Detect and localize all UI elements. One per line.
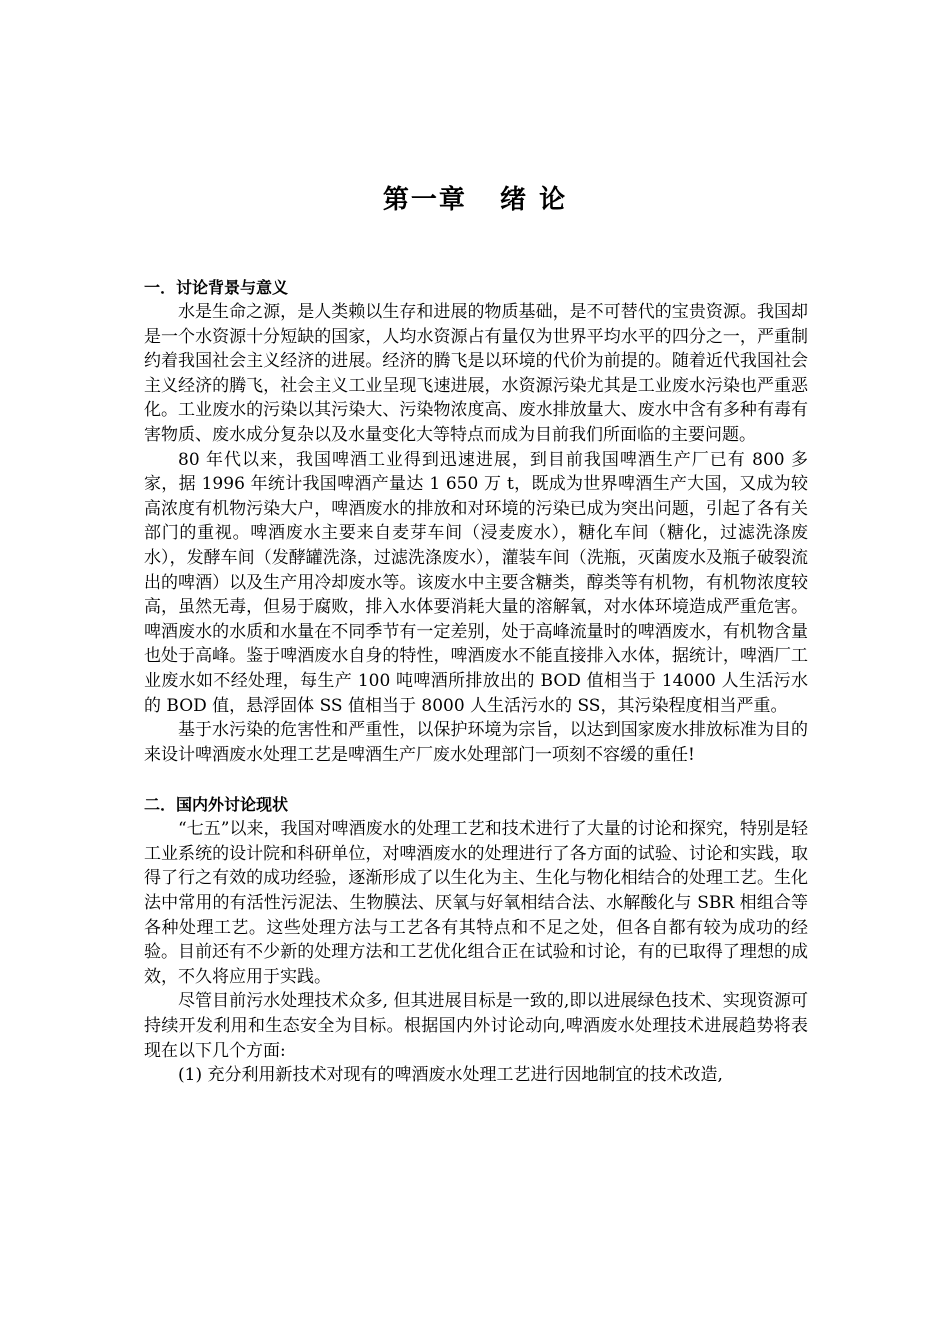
- paragraph-domestic-research: “七五”以来，我国对啤酒废水的处理工艺和技术进行了大量的讨论和探究，特别是轻工业系统的设计院和科研单位，对啤酒废水的处理进行了各方面的试验、讨论和实践，取得了行之有效的成功经验，逐渐形成了以生化为主、生化与物化相结合的处理工艺。生化法中常用的有活性污泥法、生物膜法、厌氧与好氧相结合法、水解酸化与 SBR 相组合等各种处理工艺。这些处理方法与工艺各有其特点和不足之处，但各自都有较为成功的经验。目前还有不少新的处理方法和工艺优化组合正在试验和讨论，有的已取得了理想的成效，不久将应用于实践。: [144, 819, 808, 987]
- paragraph-trend-item-1: (1) 充分利用新技术对现有的啤酒废水处理工艺进行因地制宜的技术改造,: [178, 1065, 723, 1086]
- section-heading-background: 一．讨论背景与意义: [144, 278, 289, 297]
- chapter-title: 第一章 绪 论: [382, 185, 568, 215]
- paragraph-water-resources: 水是生命之源，是人类赖以生存和进展的物质基础，是不可替代的宝贵资源。我国却是一个水资源十分短缺的国家，人均水资源占有量仅为世界平均水平的四分之一，严重制约着我国社会主义经济的进展。经济的腾飞是以环境的代价为前提的。随着近代我国社会主义经济的腾飞，社会主义工业呈现飞速进展，水资源污染尤其是工业废水污染也严重恶化。工业废水的污染以其污染大、污染物浓度高、废水排放量大、废水中含有多种有毒有害物质、废水成分复杂以及水量变化大等特点而成为目前我们所面临的主要问题。: [144, 302, 808, 445]
- section-spacer: [144, 767, 808, 793]
- paragraph-beer-industry: 80 年代以来，我国啤酒工业得到迅速进展，到目前我国啤酒生产厂已有 800 多家，据 1996 年统计我国啤酒产量达 1 650 万 t，既成为世界啤酒生产大国，又成为较高浓度有机物污染大户，啤酒废水的排放和对环境的污染已成为突出问题，引起了各有关部门的重视。啤酒废水主要来自麦芽车间（浸麦废水），糖化车间（糖化，过滤洗涤废水），发酵车间（发酵罐洗涤，过滤洗涤废水），灌装车间（洗瓶，灭菌废水及瓶子破裂流出的啤酒）以及生产用冷却废水等。该废水中主要含糖类，醇类等有机物，有机物浓度较高，虽然无毒，但易于腐败，排入水体要消耗大量的溶解氧，对水体环境造成严重危害。啤酒废水的水质和水量在不同季节有一定差别，处于高峰流量时的啤酒废水，有机物含量也处于高峰。鉴于啤酒废水自身的特性，啤酒废水不能直接排入水体，据统计，啤酒厂工业废水如不经处理，每生产 100 吨啤酒所排放出的 BOD 值相当于 14000 人生活污水的 BOD 值，悬浮固体 SS 值相当于 8000 人生活污水的 SS，其污染程度相当严重。: [144, 449, 808, 716]
- paragraph-design-purpose: 基于水污染的危害性和严重性，以保护环境为宗旨，以达到国家废水排放标准为目的来设计啤酒废水处理工艺是啤酒生产厂废水处理部门一项刻不容缓的重任!: [144, 720, 808, 765]
- document-body: [144, 276, 808, 1088]
- section-heading-research-status: 二．国内外讨论现状: [144, 795, 289, 815]
- paragraph-development-trend: 尽管目前污水处理技术众多, 但其进展目标是一致的,即以进展绿色技术、实现资源可持续开发利用和生态安全为目标。根据国内外讨论动向,啤酒废水处理技术进展趋势将表现在以下几个方面:: [144, 991, 808, 1061]
